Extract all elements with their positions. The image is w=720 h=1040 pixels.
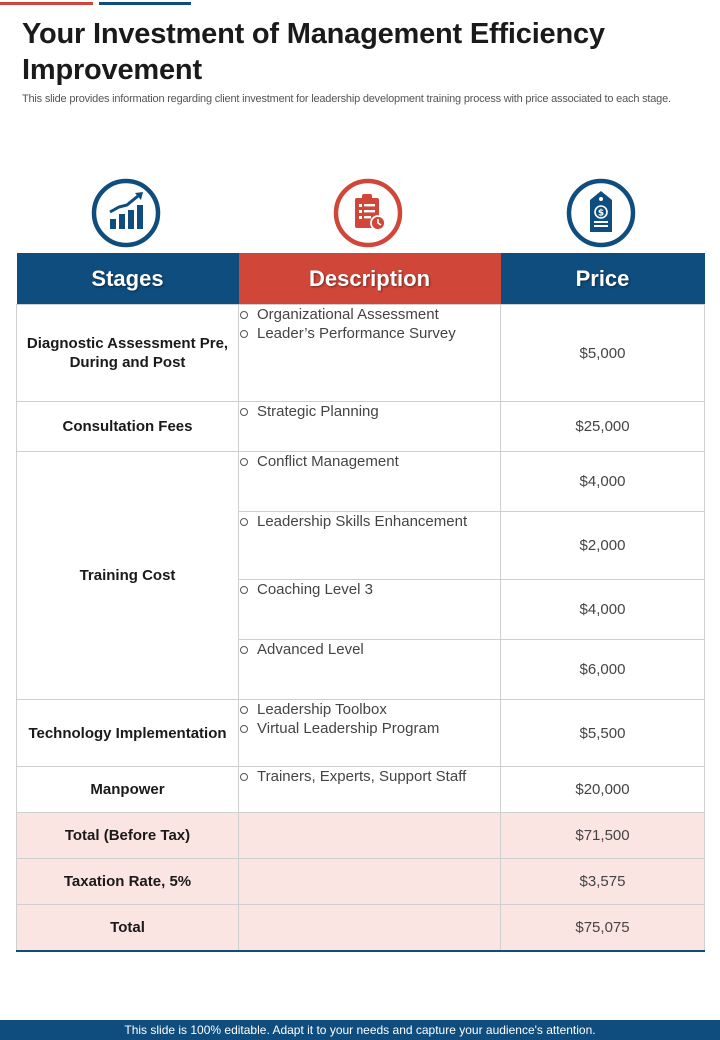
accent-bar-blue <box>99 2 191 5</box>
total-row <box>17 905 705 951</box>
header-description: Description <box>239 253 501 305</box>
price-cell: $4,000 <box>501 452 705 512</box>
price-cell: $5,000 <box>501 305 705 402</box>
total-value: $3,575 <box>501 859 705 905</box>
stage-cell: Technology Implementation <box>17 700 239 767</box>
table-row <box>17 700 705 767</box>
table-row <box>17 305 705 402</box>
description-cell <box>239 767 501 813</box>
investment-table <box>16 253 705 952</box>
total-label: Total <box>17 905 239 951</box>
price-cell: $25,000 <box>501 402 705 452</box>
price-cell: $4,000 <box>501 580 705 640</box>
description-cell <box>239 452 501 512</box>
description-item: Leadership Skills Enhancement <box>239 512 500 531</box>
total-empty-cell <box>239 859 501 905</box>
total-row <box>17 813 705 859</box>
header-price: Price <box>501 253 705 305</box>
stage-cell: Consultation Fees <box>17 402 239 452</box>
description-item: Virtual Leadership Program <box>239 719 500 738</box>
table-row <box>17 402 705 452</box>
page-title: Your Investment of Management Efficiency Improvement <box>22 18 605 86</box>
total-label: Total (Before Tax) <box>17 813 239 859</box>
description-cell <box>239 305 501 402</box>
page-subtitle: This slide provides information regarding client investment for leadership development training process with price associated to each stage. <box>22 93 671 105</box>
total-value: $71,500 <box>501 813 705 859</box>
total-empty-cell <box>239 813 501 859</box>
description-cell <box>239 700 501 767</box>
svg-text:$: $ <box>597 208 605 219</box>
description-item: Coaching Level 3 <box>239 580 500 599</box>
description-item: Organizational Assessment <box>239 305 500 324</box>
bar-chart-growth-icon <box>91 178 161 248</box>
price-cell: $20,000 <box>501 767 705 813</box>
table-row <box>17 452 705 512</box>
description-item: Advanced Level <box>239 640 500 659</box>
description-item: Trainers, Experts, Support Staff <box>239 767 500 786</box>
footer-banner: This slide is 100% editable. Adapt it to your needs and capture your audience's attention. <box>0 1020 720 1040</box>
stage-cell: Diagnostic Assessment Pre, During and Post <box>17 305 239 402</box>
description-item: Leadership Toolbox <box>239 700 500 719</box>
description-cell <box>239 512 501 580</box>
total-label: Taxation Rate, 5% <box>17 859 239 905</box>
description-cell <box>239 580 501 640</box>
header-stages: Stages <box>17 253 239 305</box>
price-cell: $2,000 <box>501 512 705 580</box>
stage-cell: Training Cost <box>17 452 239 700</box>
price-cell: $5,500 <box>501 700 705 767</box>
stage-cell: Manpower <box>17 767 239 813</box>
price-tag-dollar-icon <box>566 178 636 248</box>
price-cell: $6,000 <box>501 640 705 700</box>
clipboard-checklist-icon <box>333 178 403 248</box>
total-row <box>17 859 705 905</box>
description-cell <box>239 640 501 700</box>
total-empty-cell <box>239 905 501 951</box>
description-item: Conflict Management <box>239 452 500 471</box>
description-item: Leader’s Performance Survey <box>239 324 500 343</box>
accent-bar-red <box>0 2 93 5</box>
description-cell <box>239 402 501 452</box>
description-item: Strategic Planning <box>239 402 500 421</box>
table-row <box>17 767 705 813</box>
total-value: $75,075 <box>501 905 705 951</box>
